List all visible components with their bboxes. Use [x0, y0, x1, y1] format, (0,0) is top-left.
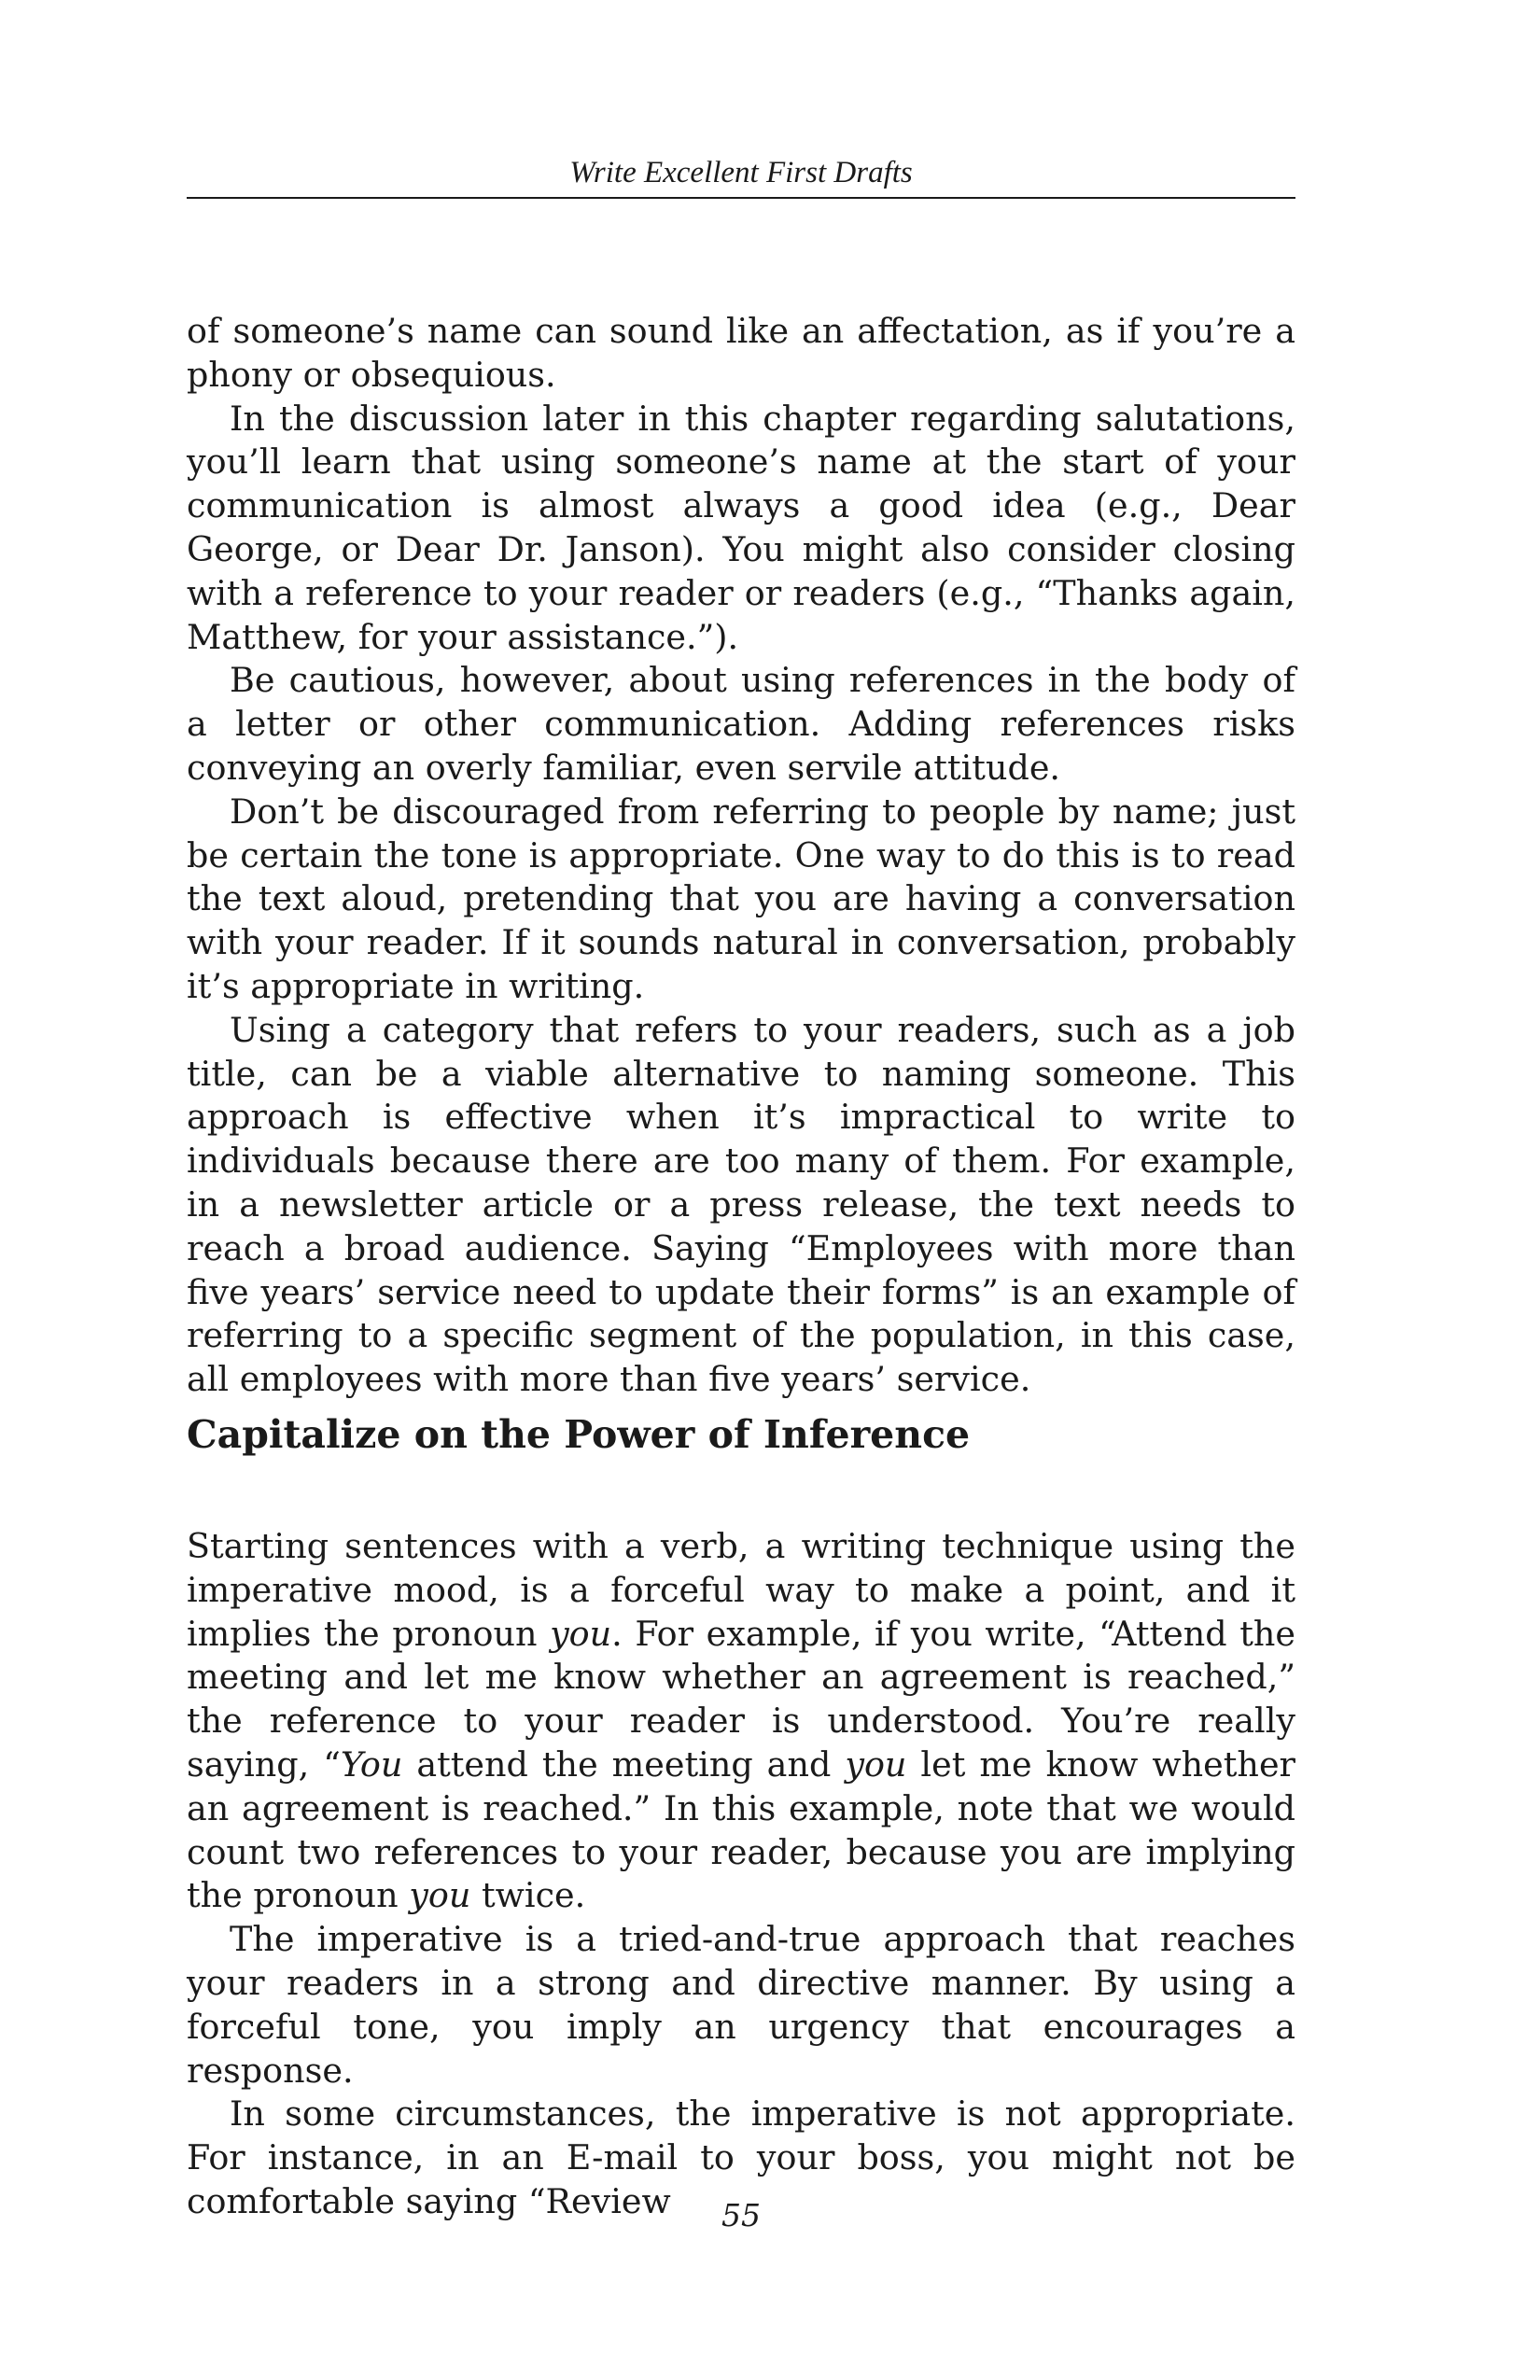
emphasis-you: you [845, 1743, 907, 1785]
running-head: Write Excellent First Drafts [569, 156, 913, 189]
paragraph-4: Don’t be discouraged from referring to people by name; just be certain the tone is appropriate. One way to do this is to read the text aloud, pretending that you are having a conversation with your reader. If it sounds natural in conversation, probably it’s appropriate in writing. [187, 791, 1295, 1006]
paragraph-6-part-g: let me know whether an agreement is reached.” In this example, note that we would count two references to your reader, because you are implying the pronoun [187, 1743, 1295, 1916]
emphasis-you: you [409, 1875, 471, 1916]
paragraph-1: of someone’s name can sound like an affectation, as if you’re a phony or obsequious. [187, 311, 1295, 395]
paragraph-5: Using a category that refers to your readers, such as a job title, can be a viable alternative to naming someone. This approach is effective when it’s impractical to write to individuals because there are too many of them. For example, in a newsletter article or a press release, the text needs to reach a broad audience. Saying “Employees with more than five years’ service need to update their forms” is an example of referring to a specific segment of the population, in this case, all employees with more than five years’ service. [187, 1009, 1295, 1400]
paragraph-6-part-c: . For example, if you write, “Attend the meeting and let me know whether an agreement is reached,” the reference to your reader is understood. You’re really saying, “ [187, 1613, 1295, 1785]
paragraph-6-part-e: attend the meeting and [402, 1743, 846, 1785]
paragraph-8: In some circumstances, the imperative is not appropriate. For instance, in an E-mail to your boss, you might not be comfortable saying “Review [187, 2093, 1295, 2221]
paragraph-6-part-a: Starting sentences with a verb, a writing technique using the imperative mood, is a forceful way to make a point, and it implies the pronoun [187, 1526, 1295, 1654]
page-number: 55 [721, 2197, 761, 2233]
body-text-section-2 [187, 1525, 1295, 2224]
emphasis-you: you [550, 1613, 612, 1654]
paragraph-7: The imperative is a tried-and-true approach that reaches your readers in a strong and directive manner. By using a forceful tone, you imply an urgency that encourages a response. [187, 1919, 1295, 2091]
paragraph-6 [187, 1525, 1295, 1918]
section-heading: Capitalize on the Power of Inference [187, 1412, 971, 1457]
body-text-section-1 [187, 310, 1295, 1402]
paragraph-6-part-i: twice. [470, 1875, 586, 1916]
paragraph-2: In the discussion later in this chapter regarding salutations, you’ll learn that using someone’s name at the start of your communication is almost always a good idea (e.g., Dear George, or Dear Dr. Janson). You might also consider closing with a reference to your reader or readers (e.g., “Thanks again, Matthew, for your assistance.”). [187, 398, 1295, 657]
paragraph-3: Be cautious, however, about using references in the body of a letter or other communication. Adding references risks conveying an overly familiar, even servile attitude. [187, 660, 1295, 788]
header-divider [187, 197, 1295, 199]
emphasis-you: You [340, 1743, 403, 1785]
